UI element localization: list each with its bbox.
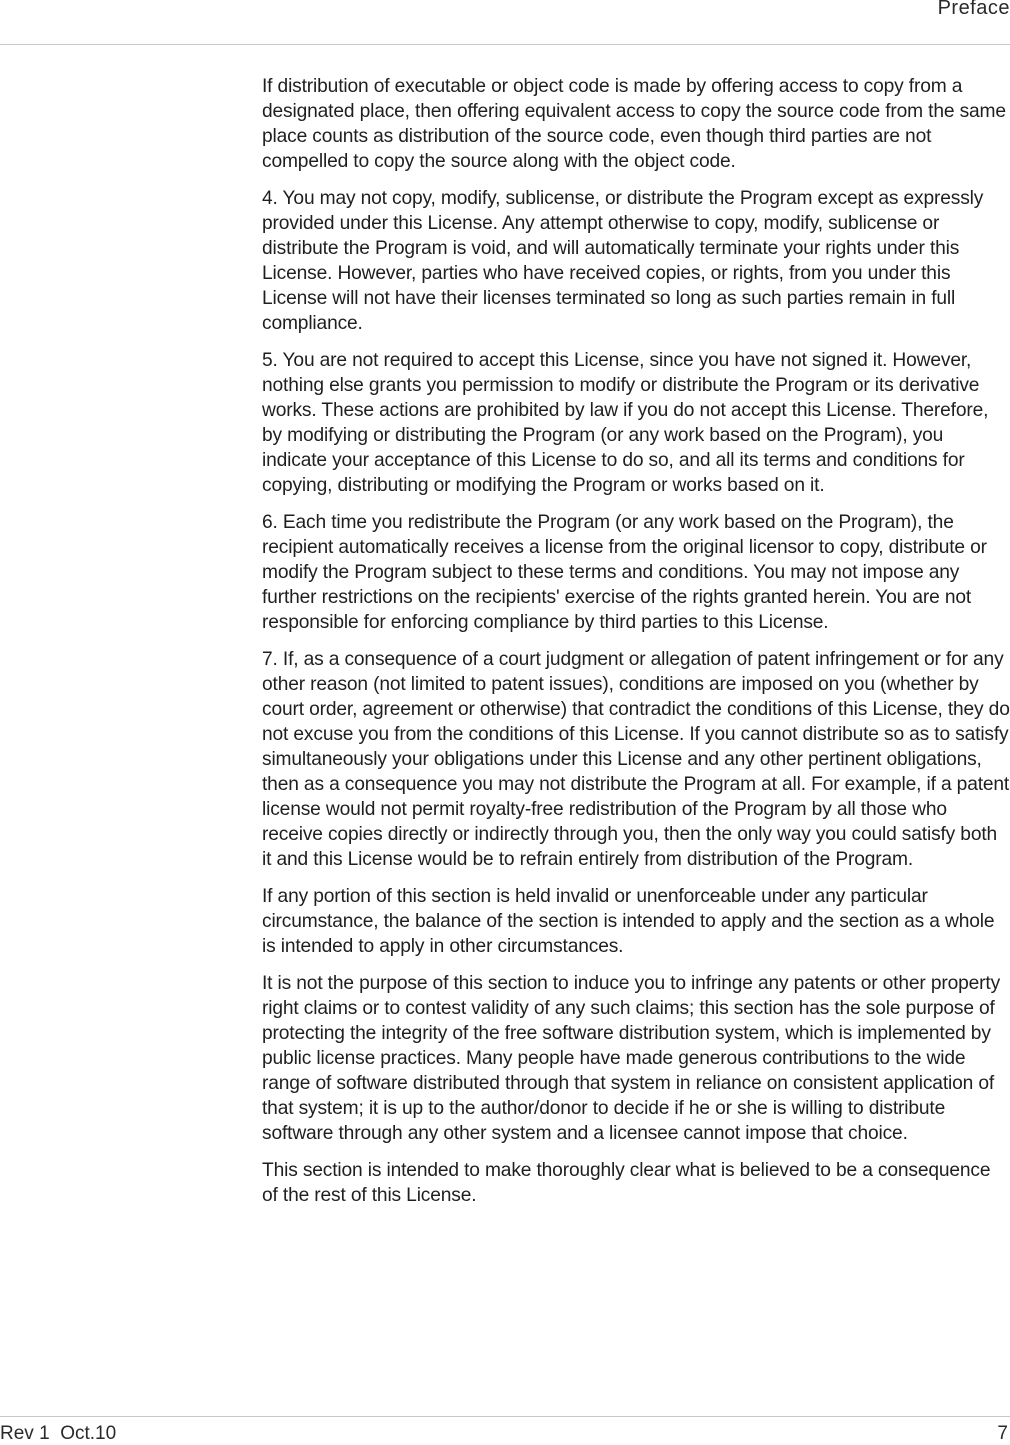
- paragraph-section-7: 7. If, as a consequence of a court judgment or allegation of patent infringement or for any other reason (not limited to patent issues), conditions are imposed on you (whether by court order, agreement or otherwise) that contradict the conditions of this License, they do not excuse you from the conditions of this License. If you cannot distribute so as to satisfy simultaneously your obligations under this License and any other pertinent obligations, then as a consequence you may not distribute the Program at all. For example, if a patent license would not permit royalty-free redistribution of the Program by all those who receive copies directly or indirectly through you, then the only way you could satisfy both it and this License would be to refrain entirely from distribution of the Program.: [262, 649, 1010, 870]
- document-body: [262, 74, 1010, 1220]
- paragraph-purpose: It is not the purpose of this section to induce you to infringe any patents or other property right claims or to contest validity of any such claims; this section has the sole purpose of protecting the integrity of the free software distribution system, which is implemented by public license practices. Many people have made generous contributions to the wide range of software distributed through that system in reliance on consistent application of that system; it is up to the author/donor to decide if he or she is willing to distribute software through any other system and a licensee cannot impose that choice.: [262, 973, 1001, 1144]
- paragraph-section-5: 5. You are not required to accept this License, since you have not signed it. However, nothing else grants you permission to modify or distribute the Program or its derivative works. These actions are prohibited by law if you do not accept this License. Therefore, by modifying or distributing the Program (or any work based on the Program), you indicate your acceptance of this License to do so, and all its terms and conditions for copying, distributing or modifying the Program or works based on it.: [262, 350, 989, 496]
- paragraph-section-6: 6. Each time you redistribute the Program (or any work based on the Program), the recipient automatically receives a license from the original licensor to copy, distribute or modify the Program subject to these terms and conditions. You may not impose any further restrictions on the recipients' exercise of the rights granted herein. You are not responsible for enforcing compliance by third parties to this License.: [262, 512, 987, 633]
- paragraph-section-4: 4. You may not copy, modify, sublicense, or distribute the Program except as expressly provided under this License. Any attempt otherwise to copy, modify, sublicense or distribute the Program is void, and will automatically terminate your rights under this License. However, parties who have received copies, or rights, from you under this License will not have their licenses terminated so long as such parties remain in full compliance.: [262, 188, 984, 334]
- paragraph-clarification: This section is intended to make thoroughly clear what is believed to be a consequence of the rest of this License.: [262, 1160, 991, 1206]
- paragraph-invalid-portion: If any portion of this section is held invalid or unenforceable under any particular circumstance, the balance of the section is intended to apply and the section as a whole is intended to apply in other circumstances.: [262, 886, 995, 957]
- revision-label: Rev 1 Oct.10: [0, 1423, 117, 1444]
- page-footer: [0, 1416, 1010, 1443]
- paragraph-object-code-access: If distribution of executable or object code is made by offering access to copy from a designated place, then offering equivalent access to copy the source code from the same place counts as distribution of the source code, even though third parties are not compelled to copy the source along with the object code.: [262, 76, 1006, 172]
- page-number: 7: [997, 1423, 1008, 1444]
- section-title: Preface: [937, 0, 1010, 19]
- page-header: [0, 0, 1010, 45]
